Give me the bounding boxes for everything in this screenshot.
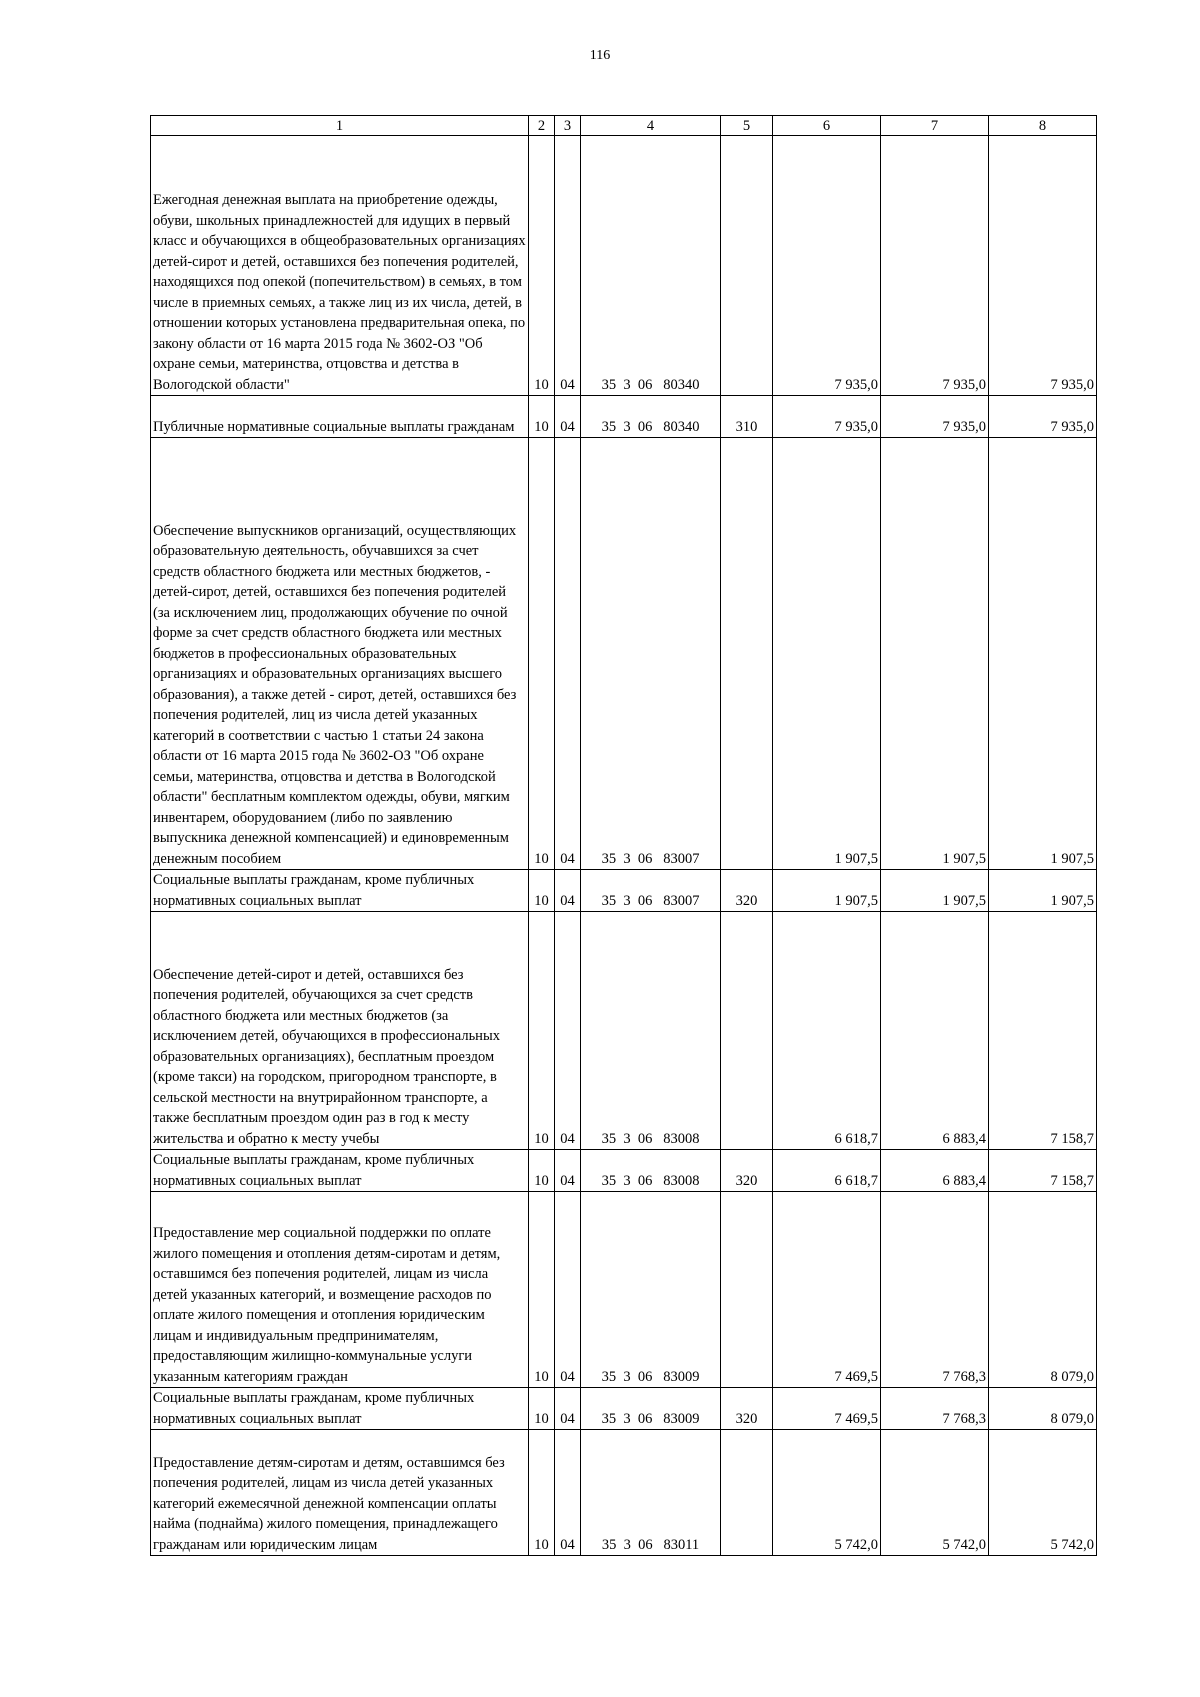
- row-amount-year-3: 1 907,5: [989, 870, 1097, 912]
- row-subsection-code: 04: [555, 1192, 581, 1388]
- table-row: [151, 396, 1097, 438]
- row-section-code: 10: [529, 1192, 555, 1388]
- row-name: Публичные нормативные социальные выплаты гражданам: [151, 396, 529, 438]
- table-row: [151, 1388, 1097, 1430]
- row-subsection-code: 04: [555, 1388, 581, 1430]
- row-amount-year-1: 7 469,5: [773, 1388, 881, 1430]
- row-amount-year-3: 5 742,0: [989, 1430, 1097, 1556]
- budget-table: [150, 115, 1097, 1556]
- row-amount-year-1: 7 469,5: [773, 1192, 881, 1388]
- row-target-article-code: 35 3 06 83011: [581, 1430, 721, 1556]
- row-subsection-code: 04: [555, 396, 581, 438]
- table-row: [151, 438, 1097, 870]
- row-target-article-code: 35 3 06 83008: [581, 912, 721, 1150]
- row-target-article-code: 35 3 06 83007: [581, 870, 721, 912]
- table-row: [151, 1192, 1097, 1388]
- header-col-4: 4: [581, 116, 721, 136]
- row-subsection-code: 04: [555, 1150, 581, 1192]
- row-amount-year-2: 1 907,5: [881, 870, 989, 912]
- row-expense-type-code: [721, 912, 773, 1150]
- row-target-article-code: 35 3 06 83009: [581, 1192, 721, 1388]
- row-amount-year-1: 7 935,0: [773, 396, 881, 438]
- row-amount-year-1: 1 907,5: [773, 870, 881, 912]
- row-expense-type-code: 320: [721, 1388, 773, 1430]
- header-col-3: 3: [555, 116, 581, 136]
- row-amount-year-1: 6 618,7: [773, 1150, 881, 1192]
- row-expense-type-code: [721, 1192, 773, 1388]
- row-target-article-code: 35 3 06 83009: [581, 1388, 721, 1430]
- row-subsection-code: 04: [555, 1430, 581, 1556]
- table-row: [151, 1150, 1097, 1192]
- row-expense-type-code: [721, 438, 773, 870]
- row-name: Ежегодная денежная выплата на приобретение одежды, обуви, школьных принадлежностей для идущих в первый класс и обучающихся в общеобразовательных организациях детей-сирот и детей, оставшихся без попечения родителей, находящихся под опекой (попечительством) в семьях, в том числе в приемных семьях, а также лиц из их числа, детей, в отношении которых установлена предварительная опека, по закону области от 16 марта 2015 года № 3602-ОЗ "Об охране семьи, материнства, отцовства и детства в Вологодской области": [151, 136, 529, 396]
- row-name: Социальные выплаты гражданам, кроме публичных нормативных социальных выплат: [151, 1150, 529, 1192]
- row-amount-year-3: 1 907,5: [989, 438, 1097, 870]
- row-subsection-code: 04: [555, 438, 581, 870]
- row-amount-year-2: 6 883,4: [881, 912, 989, 1150]
- row-amount-year-1: 5 742,0: [773, 1430, 881, 1556]
- row-amount-year-1: 7 935,0: [773, 136, 881, 396]
- table-row: [151, 136, 1097, 396]
- row-amount-year-3: 7 935,0: [989, 396, 1097, 438]
- header-col-2: 2: [529, 116, 555, 136]
- header-col-6: 6: [773, 116, 881, 136]
- table-row: [151, 870, 1097, 912]
- row-target-article-code: 35 3 06 83007: [581, 438, 721, 870]
- row-subsection-code: 04: [555, 870, 581, 912]
- row-name: Предоставление мер социальной поддержки по оплате жилого помещения и отопления детям-сиротам и детям, оставшимся без попечения родителей, лицам из числа детей указанных категорий, и возмещение расходов по оплате жилого помещения и отопления юридическим лицам и индивидуальным предпринимателям, предоставляющим жилищно-коммунальные услуги указанным категориям граждан: [151, 1192, 529, 1388]
- row-amount-year-2: 5 742,0: [881, 1430, 989, 1556]
- row-amount-year-2: 7 935,0: [881, 396, 989, 438]
- row-subsection-code: 04: [555, 136, 581, 396]
- row-amount-year-1: 6 618,7: [773, 912, 881, 1150]
- header-col-7: 7: [881, 116, 989, 136]
- row-section-code: 10: [529, 1430, 555, 1556]
- row-amount-year-3: 8 079,0: [989, 1388, 1097, 1430]
- row-expense-type-code: 320: [721, 870, 773, 912]
- row-name: Социальные выплаты гражданам, кроме публичных нормативных социальных выплат: [151, 1388, 529, 1430]
- row-expense-type-code: 310: [721, 396, 773, 438]
- header-col-1: 1: [151, 116, 529, 136]
- row-subsection-code: 04: [555, 912, 581, 1150]
- row-amount-year-3: 7 158,7: [989, 912, 1097, 1150]
- row-amount-year-3: 7 935,0: [989, 136, 1097, 396]
- row-target-article-code: 35 3 06 83008: [581, 1150, 721, 1192]
- row-section-code: 10: [529, 870, 555, 912]
- header-col-5: 5: [721, 116, 773, 136]
- table-row: [151, 1430, 1097, 1556]
- row-name: Предоставление детям-сиротам и детям, оставшимся без попечения родителей, лицам из числа детей указанных категорий ежемесячной денежной компенсации оплаты найма (поднайма) жилого помещения, принадлежащего гражданам или юридическим лицам: [151, 1430, 529, 1556]
- row-amount-year-3: 8 079,0: [989, 1192, 1097, 1388]
- row-section-code: 10: [529, 912, 555, 1150]
- row-amount-year-2: 1 907,5: [881, 438, 989, 870]
- header-col-8: 8: [989, 116, 1097, 136]
- row-target-article-code: 35 3 06 80340: [581, 136, 721, 396]
- row-amount-year-2: 7 768,3: [881, 1388, 989, 1430]
- row-amount-year-2: 6 883,4: [881, 1150, 989, 1192]
- row-section-code: 10: [529, 438, 555, 870]
- row-section-code: 10: [529, 1388, 555, 1430]
- row-expense-type-code: [721, 136, 773, 396]
- row-section-code: 10: [529, 1150, 555, 1192]
- row-amount-year-3: 7 158,7: [989, 1150, 1097, 1192]
- row-name: Обеспечение выпускников организаций, осуществляющих образовательную деятельность, обучавшихся за счет средств областного бюджета или местных бюджетов, - детей-сирот, детей, оставшихся без попечения родителей (за исключением лиц, продолжающих обучение по очной форме за счет средств областного бюджета или местных бюджетов в профессиональных образовательных организациях и образовательных организациях высшего образования), а также детей - сирот, детей, оставшихся без попечения родителей, лиц из числа детей указанных категорий в соответствии с частью 1 статьи 24 закона области от 16 марта 2015 года № 3602-ОЗ "Об охране семьи, материнства, отцовства и детства в Вологодской области" бесплатным комплектом одежды, обуви, мягким инвентарем, оборудованием (либо по заявлению выпускника денежной компенсацией) и единовременным денежным пособием: [151, 438, 529, 870]
- table-header-row: [151, 116, 1097, 136]
- row-expense-type-code: [721, 1430, 773, 1556]
- row-target-article-code: 35 3 06 80340: [581, 396, 721, 438]
- row-expense-type-code: 320: [721, 1150, 773, 1192]
- row-amount-year-2: 7 935,0: [881, 136, 989, 396]
- row-section-code: 10: [529, 396, 555, 438]
- row-amount-year-2: 7 768,3: [881, 1192, 989, 1388]
- row-name: Социальные выплаты гражданам, кроме публичных нормативных социальных выплат: [151, 870, 529, 912]
- row-name: Обеспечение детей-сирот и детей, оставшихся без попечения родителей, обучающихся за счет средств областного бюджета или местных бюджетов (за исключением детей, обучающихся в профессиональных образовательных организациях), бесплатным проездом (кроме такси) на городском, пригородном транспорте, в сельской местности на внутрирайонном транспорте, а также бесплатным проездом один раз в год к месту жительства и обратно к месту учебы: [151, 912, 529, 1150]
- row-amount-year-1: 1 907,5: [773, 438, 881, 870]
- table-row: [151, 912, 1097, 1150]
- page-number: 116: [589, 48, 611, 63]
- row-section-code: 10: [529, 136, 555, 396]
